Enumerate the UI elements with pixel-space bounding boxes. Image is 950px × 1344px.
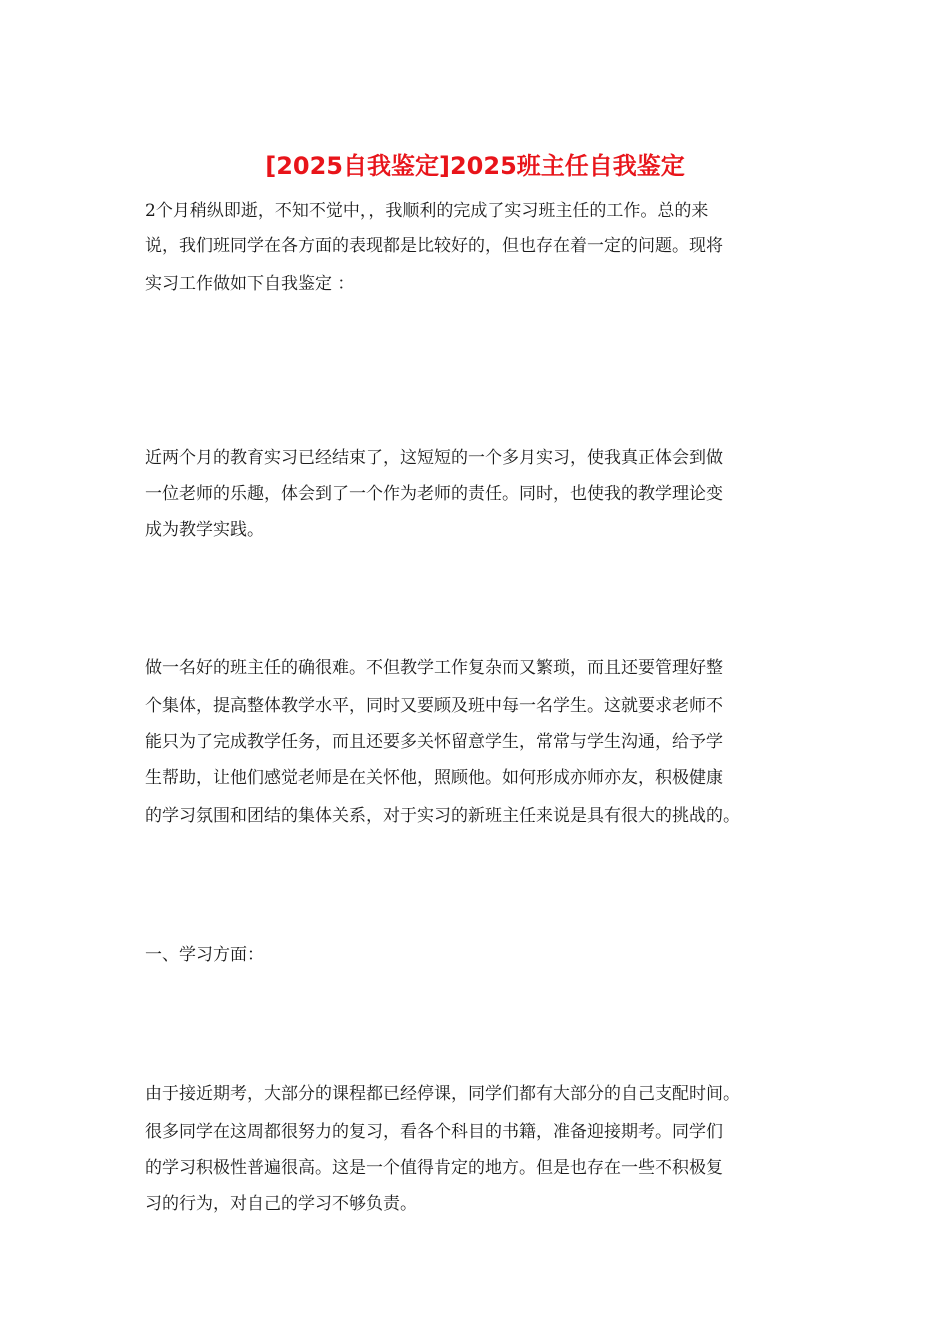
paragraph-3-line-1: 做一名好的班主任的确很难。不但教学工作复杂而又繁琐，而且还要管理好整 — [145, 658, 723, 678]
paragraph-1-line-2: 说，我们班同学在各方面的表现都是比较好的，但也存在着一定的问题。现将 — [145, 236, 723, 256]
paragraph-3-line-3: 能只为了完成教学任务，而且还要多关怀留意学生，常常与学生沟通，给予学 — [145, 732, 723, 752]
paragraph-5-line-3: 的学习积极性普遍很高。这是一个值得肯定的地方。但是也存在一些不积极复 — [145, 1158, 723, 1178]
paragraph-5-line-1: 由于接近期考，大部分的课程都已经停课，同学们都有大部分的自己支配时间。 — [145, 1084, 740, 1104]
section-heading-study: 一、学习方面： — [145, 945, 264, 965]
paragraph-5-line-4: 习的行为，对自己的学习不够负责。 — [145, 1194, 417, 1214]
paragraph-2-line-3: 成为教学实践。 — [145, 520, 264, 540]
document-title: [2025自我鉴定]2025班主任自我鉴定 — [265, 152, 685, 180]
paragraph-5-line-2: 很多同学在这周都很努力的复习，看各个科目的书籍，准备迎接期考。同学们 — [145, 1122, 723, 1142]
paragraph-1-line-1: 2个月稍纵即逝，不知不觉中，，我顺利的完成了实习班主任的工作。总的来 — [145, 201, 709, 221]
paragraph-3-line-5: 的学习氛围和团结的集体关系，对于实习的新班主任来说是具有很大的挑战的。 — [145, 806, 740, 826]
paragraph-3-line-2: 个集体，提高整体教学水平，同时又要顾及班中每一名学生。这就要求老师不 — [145, 696, 723, 716]
paragraph-1-line-3: 实习工作做如下自我鉴定 ： — [145, 274, 355, 294]
paragraph-2-line-1: 近两个月的教育实习已经结束了，这短短的一个多月实习，使我真正体会到做 — [145, 448, 723, 468]
paragraph-3-line-4: 生帮助，让他们感觉老师是在关怀他，照顾他。如何形成亦师亦友，积极健康 — [145, 768, 723, 788]
paragraph-2-line-2: 一位老师的乐趣，体会到了一个作为老师的责任。同时，也使我的教学理论变 — [145, 484, 723, 504]
